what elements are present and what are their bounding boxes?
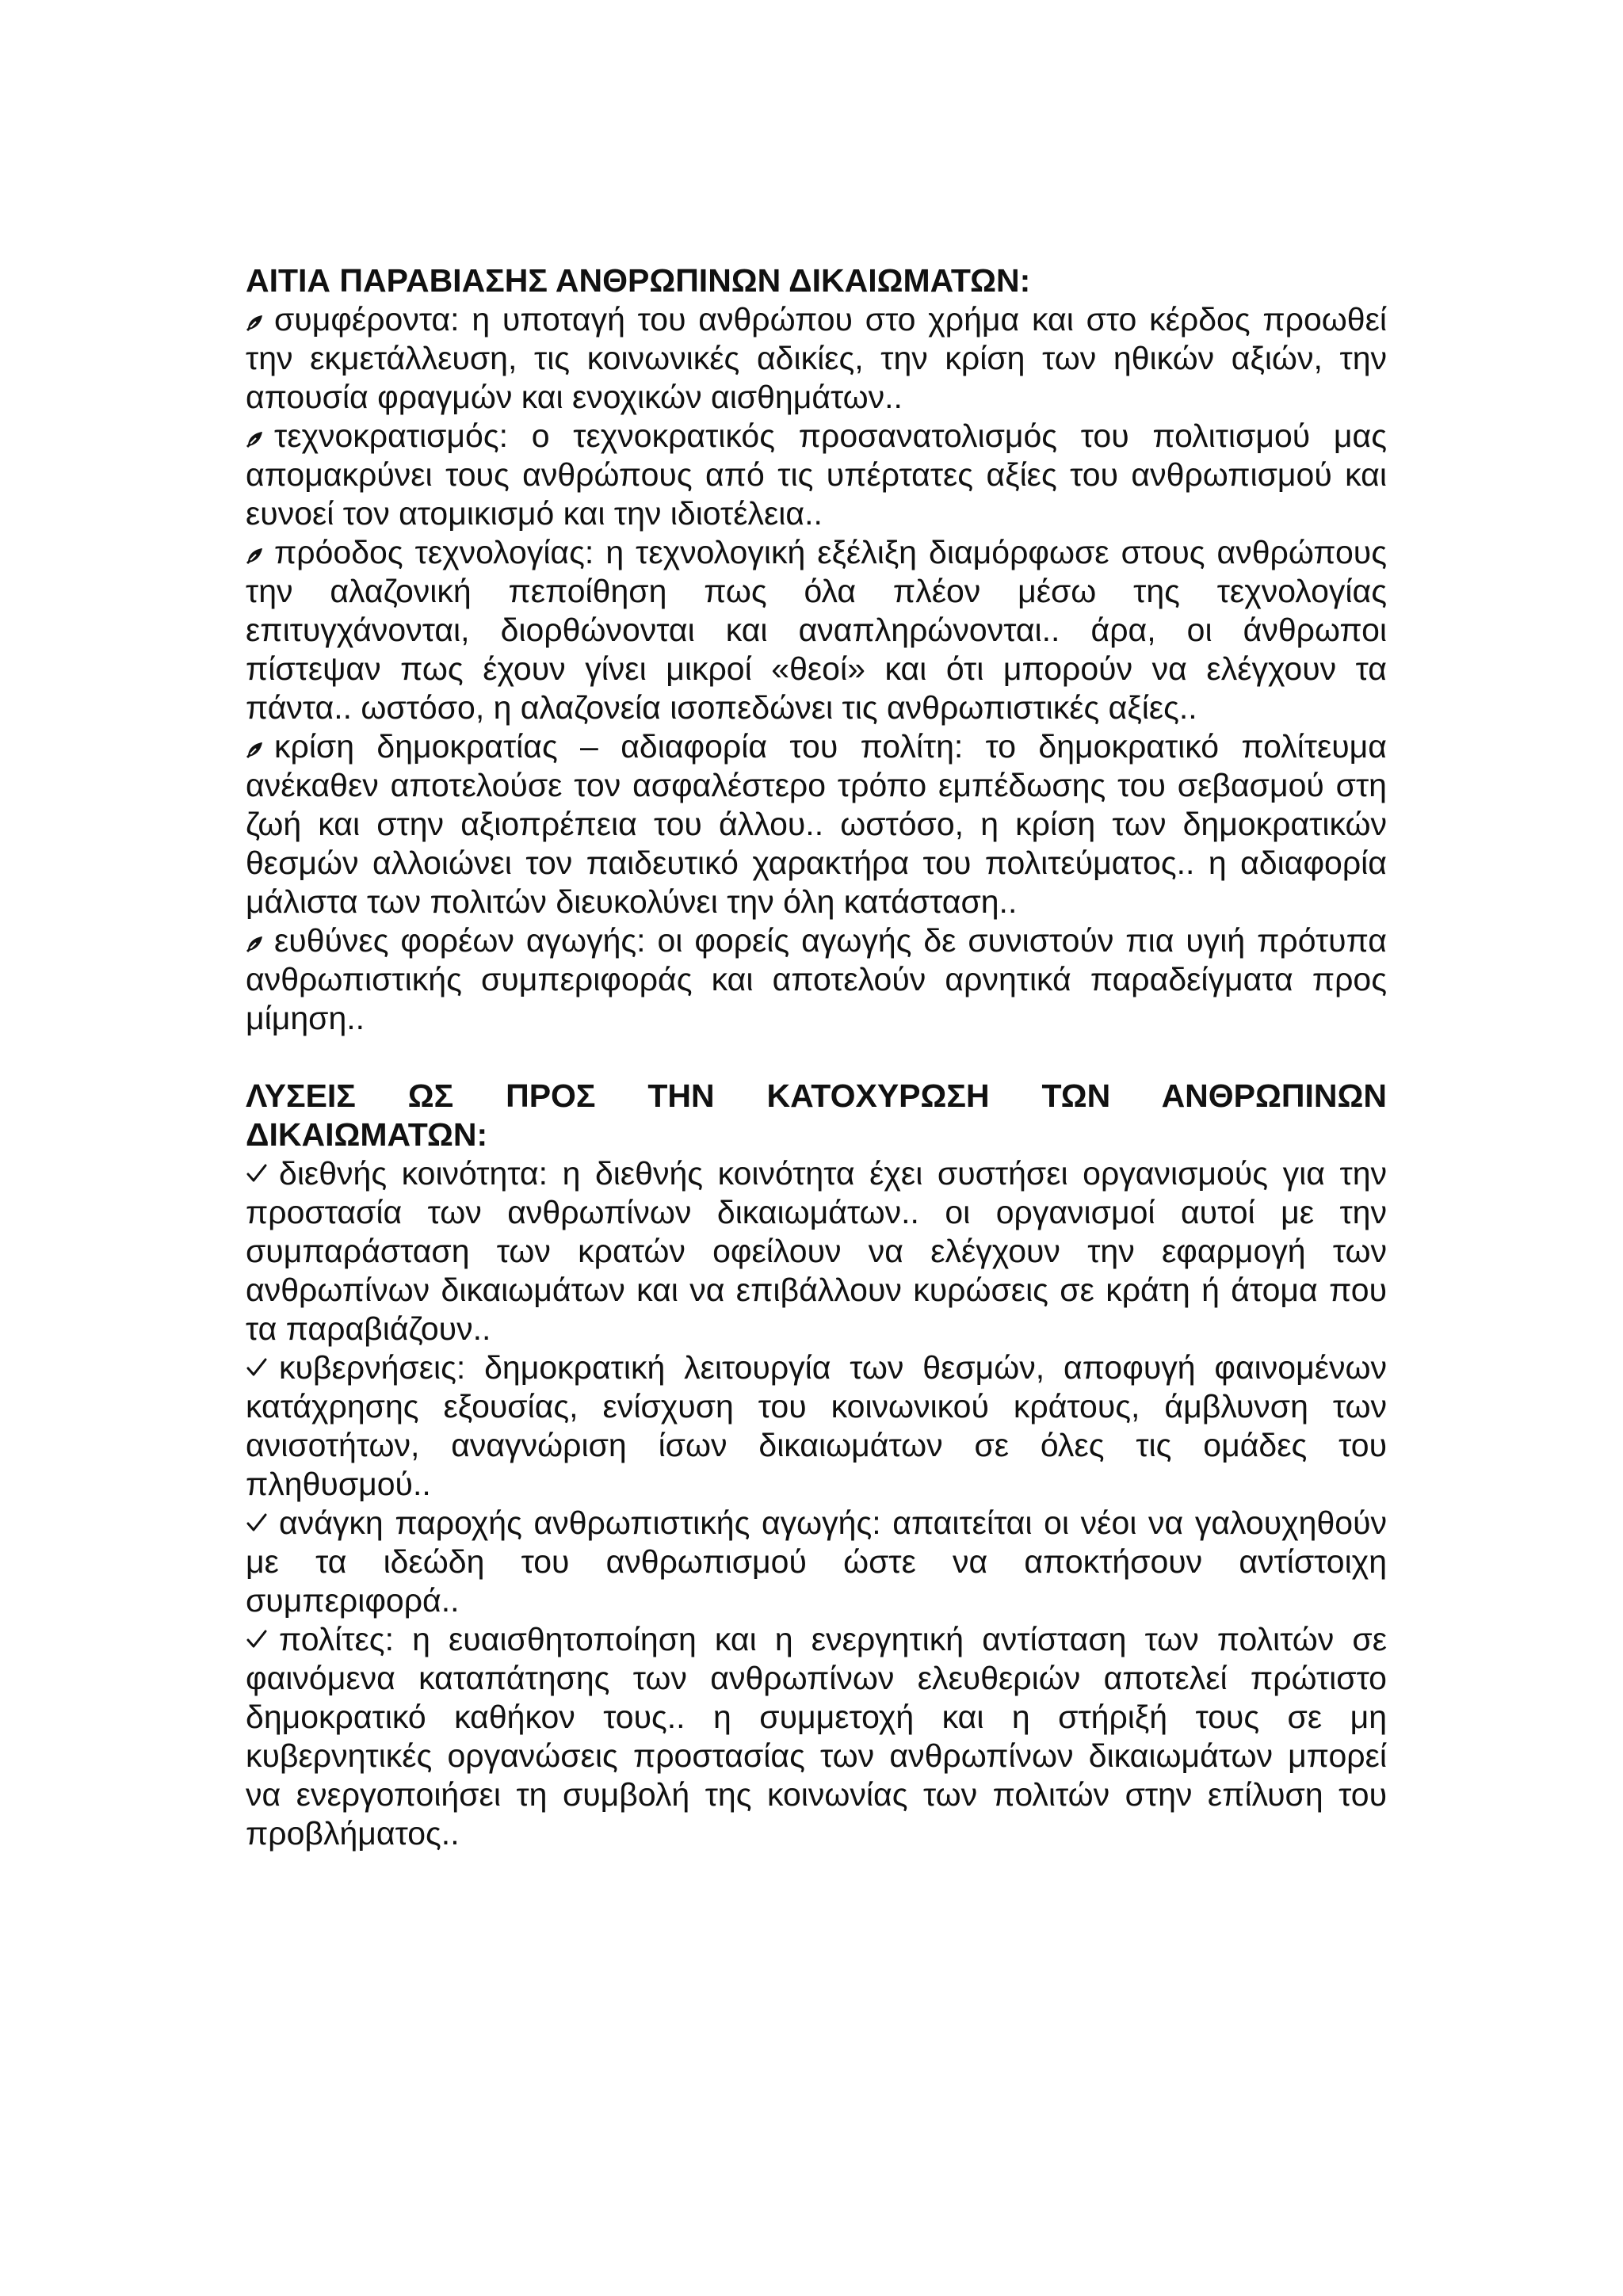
checkmark-icon [246,1512,268,1534]
solution-text: διεθνής κοινότητα: η διεθνής κοινότητα έχει συστήσει οργανισμούς για την προστασία των ανθρωπίνων δικαιωμάτων.. οι οργανισμοί αυτοί με την συμπαράσταση των κρατών οφείλουν να ελέγχουν την εφαρμογή των ανθρωπίνων δικαιωμάτων και να επιβάλλουν κυρώσεις σε κράτη ή άτομα που τα παραβιάζουν.. [246,1155,1387,1347]
causes-section [246,261,1387,1038]
cause-item [246,300,1387,417]
solutions-heading-line2: ΔΙΚΑΙΩΜΑΤΩΝ: [246,1116,488,1153]
cause-text: ευθύνες φορέων αγωγής: οι φορείς αγωγής δε συνιστούν πια υγιή πρότυπα ανθρωπιστικής συμπεριφοράς και αποτελούν αρνητικά παραδείγματα προς μίμηση.. [246,922,1387,1036]
solution-item [246,1154,1387,1348]
leaf-bullet-icon [246,546,266,565]
cause-text: πρόοδος τεχνολογίας: η τεχνολογική εξέλιξη διαμόρφωσε στους ανθρώπους την αλαζονική πεποίθηση πως όλα πλέον μέσω της τεχνολογίας επιτυγχάνονται, διορθώνονται και αναπληρώνονται.. άρα, οι άνθρωποι πίστεψαν πως έχουν γίνει μικροί «θεοί» και ότι μπορούν να ελέγχουν τα πάντα.. ωστόσο, η αλαζονεία ισοπεδώνει τις ανθρωπιστικές αξίες.. [246,534,1387,726]
solution-text: ανάγκη παροχής ανθρωπιστικής αγωγής: απαιτείται οι νέοι να γαλουχηθούν με τα ιδεώδη του ανθρωπισμού ώστε να αποκτήσουν αντίστοιχη συμπεριφορά.. [246,1505,1387,1619]
solution-item [246,1504,1387,1620]
causes-heading: ΑΙΤΙΑ ΠΑΡΑΒΙΑΣΗΣ ΑΝΘΡΩΠΙΝΩΝ ΔΙΚΑΙΩΜΑΤΩΝ: [246,262,1031,299]
cause-item [246,533,1387,727]
checkmark-icon [246,1628,268,1650]
solutions-section [246,1077,1387,1853]
cause-item [246,727,1387,921]
cause-text: συμφέροντα: η υποταγή του ανθρώπου στο χρήμα και στο κέρδος προωθεί την εκμετάλλευση, τις κοινωνικές αδικίες, την κρίση των ηθικών αξιών, την απουσία φραγμών και ενοχικών αισθημάτων.. [246,301,1387,415]
solutions-heading [246,1077,1387,1154]
cause-item [246,417,1387,533]
solution-text: κυβερνήσεις: δημοκρατική λειτουργία των θεσμών, αποφυγή φαινομένων κατάχρησης εξουσίας, ενίσχυση του κοινωνικού κράτους, άμβλυνση των ανισοτήτων, αναγνώριση ίσων δικαιωμάτων σε όλες τις ομάδες του πληθυσμού.. [246,1349,1387,1502]
solutions-heading-line1: ΛΥΣΕΙΣ ΩΣ ΠΡΟΣ ΤΗΝ ΚΑΤΟΧΥΡΩΣΗ ΤΩΝ ΑΝΘΡΩΠΙΝΩΝ [246,1077,1387,1114]
cause-text: τεχνοκρατισμός: ο τεχνοκρατικός προσανατολισμός του πολιτισμού μας απομακρύνει τους ανθρώπους από τις υπέρτατες αξίες του ανθρωπισμού και ευνοεί τον ατομικισμό και την ιδιοτέλεια.. [246,418,1387,532]
leaf-bullet-icon [246,740,266,759]
cause-item [246,921,1387,1038]
document-body [246,261,1387,1853]
solution-text: πολίτες: η ευαισθητοποίηση και η ενεργητική αντίσταση των πολιτών σε φαινόμενα καταπάτησης των ανθρωπίνων ελευθεριών αποτελεί πρώτιστο δημοκρατικό καθήκον τους.. η συμμετοχή και η στήριξή τους σε μη κυβερνητικές οργανώσεις προστασίας των ανθρωπίνων δικαιωμάτων μπορεί να ενεργοποιήσει τη συμβολή της κοινωνίας των πολιτών στην επίλυση του προβλήματος.. [246,1621,1387,1852]
cause-text: κρίση δημοκρατίας – αδιαφορία του πολίτη: το δημοκρατικό πολίτευμα ανέκαθεν αποτελούσε τον ασφαλέστερο τρόπο εμπέδωσης του σεβασμού στη ζωή και στην αξιοπρέπεια του άλλου.. ωστόσο, η κρίση των δημοκρατικών θεσμών αλλοιώνει τον παιδευτικό χαρακτήρα του πολιτεύματος.. η αδιαφορία μάλιστα των πολιτών διευκολύνει την όλη κατάσταση.. [246,728,1387,920]
checkmark-icon [246,1162,268,1184]
solution-item [246,1348,1387,1504]
leaf-bullet-icon [246,429,266,448]
leaf-bullet-icon [246,934,266,953]
checkmark-icon [246,1356,268,1379]
solution-item [246,1620,1387,1853]
leaf-bullet-icon [246,313,266,332]
